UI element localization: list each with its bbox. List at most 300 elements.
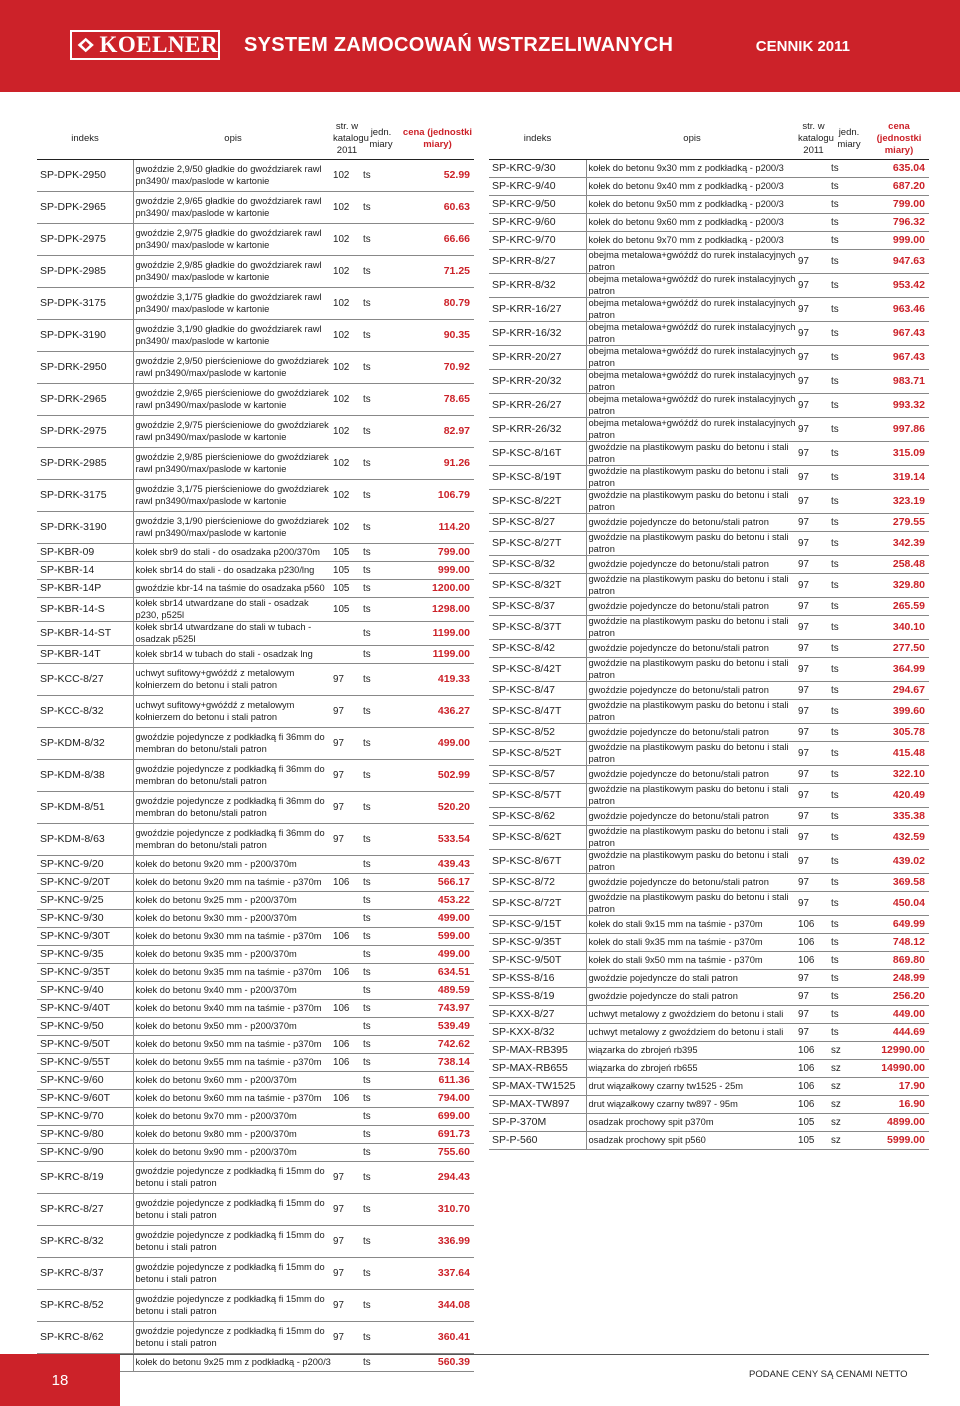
table-row [489, 616, 929, 640]
product-description: drut wiązałkowy czarny tw897 - 95m [586, 1096, 798, 1114]
product-index: SP-KSC-8/37T [489, 616, 586, 640]
product-description: gwoździe pojedyncze z podkładką fi 36mm do membran do betonu/stali patron [133, 760, 333, 792]
table-row [37, 1290, 474, 1322]
product-description: gwoździe na plastikowym pasku do betonu i stali patron [586, 574, 798, 598]
product-description: gwoździe pojedyncze do betonu/stali patron [586, 808, 798, 826]
price: 796.32 [869, 214, 929, 232]
price: 323.19 [869, 490, 929, 514]
unit: ts [829, 784, 869, 808]
catalog-page: 97 [798, 442, 829, 466]
unit: ts [361, 892, 401, 910]
product-description: kołek do betonu 9x20 mm na taśmie - p370m [133, 874, 333, 892]
unit: ts [361, 1354, 401, 1372]
unit: ts [361, 1090, 401, 1108]
product-description: gwoździe 2,9/85 pierścieniowe do gwoździarek rawl pn3490/max/paslode w kartonie [133, 448, 333, 480]
product-index: SP-KRC-9/60 [489, 214, 586, 232]
table-row [489, 766, 929, 784]
price: 436.27 [401, 696, 474, 728]
product-description: gwoździe 2,9/85 gładkie do gwoździarek rawl pn3490/ max/paslode w kartonie [133, 256, 333, 288]
catalog-page: 97 [798, 370, 829, 394]
product-description: gwoździe pojedyncze do betonu/stali patron [586, 598, 798, 616]
catalog-page: 97 [798, 274, 829, 298]
price: 869.80 [869, 952, 929, 970]
product-index: SP-KNC-9/55T [37, 1054, 133, 1072]
catalog-page: 97 [798, 682, 829, 700]
product-index: SP-KSC-8/52T [489, 742, 586, 766]
unit: ts [829, 808, 869, 826]
unit: ts [829, 370, 869, 394]
catalog-page: 102 [333, 192, 361, 224]
price: 967.43 [869, 346, 929, 370]
unit: ts [829, 556, 869, 574]
product-description: kołek do betonu 9x40 mm na taśmie - p370m [133, 1000, 333, 1018]
product-description: gwoździe pojedyncze do betonu/stali patron [586, 682, 798, 700]
product-index: SP-DPK-2985 [37, 256, 133, 288]
product-index: SP-DRK-2965 [37, 384, 133, 416]
table-row [37, 1226, 474, 1258]
col-header-opis: opis [586, 119, 798, 160]
unit: ts [829, 934, 869, 952]
catalog-page: 97 [798, 346, 829, 370]
table-row [37, 544, 474, 562]
price: 294.43 [401, 1162, 474, 1194]
catalog-page: 97 [798, 766, 829, 784]
product-description: gwoździe pojedyncze do betonu/stali patron [586, 874, 798, 892]
product-index: SP-KNC-9/90 [37, 1144, 133, 1162]
catalog-page: 97 [333, 824, 361, 856]
col-header-jedn: jedn. miary [361, 119, 401, 160]
table-row [37, 1018, 474, 1036]
product-description: gwoździe na plastikowym pasku do betonu i stali patron [586, 490, 798, 514]
product-index: SP-KRR-16/27 [489, 298, 586, 322]
unit: ts [829, 1024, 869, 1042]
unit: ts [829, 250, 869, 274]
col-header-indeks: indeks [489, 119, 586, 160]
table-row [37, 728, 474, 760]
product-description: kołek do betonu 9x90 mm - p200/370m [133, 1144, 333, 1162]
catalog-page: 106 [333, 874, 361, 892]
product-index: SP-KDM-8/38 [37, 760, 133, 792]
catalog-page [333, 1354, 361, 1372]
unit: ts [829, 322, 869, 346]
table-row [489, 700, 929, 724]
product-description: kołek do betonu 9x50 mm - p200/370m [133, 1018, 333, 1036]
table-row [37, 946, 474, 964]
table-row [37, 1322, 474, 1354]
price-table-left [37, 119, 474, 1372]
product-index: SP-KDM-8/51 [37, 792, 133, 824]
table-row [37, 160, 474, 192]
product-index: SP-KBR-14 [37, 562, 133, 580]
price: 369.58 [869, 874, 929, 892]
product-description: kołek do betonu 9x30 mm - p200/370m [133, 910, 333, 928]
product-description: gwoździe na plastikowym pasku do betonu i stali patron [586, 784, 798, 808]
product-index: SP-KSC-8/37 [489, 598, 586, 616]
catalog-page [333, 856, 361, 874]
product-description: kołek sbr14 utwardzane do stali - osadzak p230, p525l [133, 598, 333, 622]
price: 520.20 [401, 792, 474, 824]
product-description: kołek do betonu 9x25 mm z podkładką - p200/3 [133, 1354, 333, 1372]
product-index: SP-MAX-TW897 [489, 1096, 586, 1114]
catalog-page: 102 [333, 384, 361, 416]
price: 322.10 [869, 766, 929, 784]
product-description: obejma metalowa+gwóźdź do rurek instalacyjnych patron [586, 298, 798, 322]
unit: ts [829, 1006, 869, 1024]
price: 649.99 [869, 916, 929, 934]
price: 1199.00 [401, 646, 474, 664]
product-description: kołek do betonu 9x70 mm z podkładką - p200/3 [586, 232, 798, 250]
unit: ts [361, 1018, 401, 1036]
catalog-page: 97 [798, 556, 829, 574]
table-row [489, 250, 929, 274]
table-row [489, 682, 929, 700]
product-description: obejma metalowa+gwóźdź do rurek instalacyjnych patron [586, 394, 798, 418]
product-description: obejma metalowa+gwóźdź do rurek instalacyjnych patron [586, 250, 798, 274]
unit: ts [361, 256, 401, 288]
product-description: gwoździe na plastikowym pasku do betonu i stali patron [586, 742, 798, 766]
product-index: SP-KSC-8/72 [489, 874, 586, 892]
product-description: gwoździe pojedyncze z podkładką fi 36mm do membran do betonu/stali patron [133, 728, 333, 760]
catalog-page: 97 [798, 640, 829, 658]
product-index: SP-KRR-20/27 [489, 346, 586, 370]
price: 748.12 [869, 934, 929, 952]
product-description: obejma metalowa+gwóźdź do rurek instalacyjnych patron [586, 418, 798, 442]
table-row [37, 856, 474, 874]
product-index: SP-KBR-14-S [37, 598, 133, 622]
unit: ts [361, 448, 401, 480]
product-index: SP-KSC-8/42T [489, 658, 586, 682]
price: 947.63 [869, 250, 929, 274]
catalog-page: 106 [798, 952, 829, 970]
table-row [489, 556, 929, 574]
unit: ts [829, 160, 869, 178]
price: 449.00 [869, 1006, 929, 1024]
price: 799.00 [869, 196, 929, 214]
product-index: SP-KSC-8/62T [489, 826, 586, 850]
product-description: kołek do betonu 9x25 mm - p200/370m [133, 892, 333, 910]
product-index: SP-KRC-8/19 [37, 1162, 133, 1194]
unit: ts [361, 480, 401, 512]
product-description: kołek do stali 9x50 mm na taśmie - p370m [586, 952, 798, 970]
catalog-page: 106 [333, 1054, 361, 1072]
product-description: kołek do betonu 9x30 mm na taśmie - p370m [133, 928, 333, 946]
product-description: gwoździe pojedyncze do betonu/stali patron [586, 514, 798, 532]
product-description: gwoździe pojedyncze z podkładką fi 15mm do betonu i stali patron [133, 1226, 333, 1258]
table-row [37, 352, 474, 384]
price: 983.71 [869, 370, 929, 394]
price: 611.36 [401, 1072, 474, 1090]
product-index: SP-KRC-9/70 [489, 232, 586, 250]
price: 687.20 [869, 178, 929, 196]
table-row [489, 808, 929, 826]
product-index: SP-KRR-26/32 [489, 418, 586, 442]
price: 439.43 [401, 856, 474, 874]
table-row [489, 874, 929, 892]
price: 1200.00 [401, 580, 474, 598]
table-row [489, 160, 929, 178]
product-index: SP-KSC-8/27 [489, 514, 586, 532]
unit: ts [361, 664, 401, 696]
table-row [37, 964, 474, 982]
table-row [489, 952, 929, 970]
price: 60.63 [401, 192, 474, 224]
product-index: SP-KSC-8/52 [489, 724, 586, 742]
catalog-page: 105 [333, 544, 361, 562]
catalog-page: 97 [798, 724, 829, 742]
product-index: SP-KRC-8/27 [37, 1194, 133, 1226]
table-row [37, 664, 474, 696]
unit: ts [361, 760, 401, 792]
catalog-page [333, 1018, 361, 1036]
table-row [489, 322, 929, 346]
product-index: SP-KSS-8/16 [489, 970, 586, 988]
product-description: gwoździe pojedyncze z podkładką fi 15mm do betonu i stali patron [133, 1162, 333, 1194]
catalog-page [798, 160, 829, 178]
catalog-page [798, 196, 829, 214]
product-description: gwoździe na plastikowym pasku do betonu i stali patron [586, 826, 798, 850]
product-description: gwoździe pojedyncze z podkładką fi 15mm do betonu i stali patron [133, 1290, 333, 1322]
price: 967.43 [869, 322, 929, 346]
table-row [37, 1144, 474, 1162]
catalog-page: 102 [333, 160, 361, 192]
product-description: gwoździe 3,1/90 pierścieniowe do gwoździarek rawl pn3490/max/paslode w kartonie [133, 512, 333, 544]
table-row [37, 1162, 474, 1194]
table-row [489, 742, 929, 766]
unit: ts [829, 850, 869, 874]
unit: ts [829, 988, 869, 1006]
table-row [489, 1024, 929, 1042]
header-banner [0, 0, 960, 92]
catalog-page: 97 [798, 784, 829, 808]
product-description: gwoździe pojedyncze z podkładką fi 15mm do betonu i stali patron [133, 1258, 333, 1290]
catalog-page: 105 [798, 1132, 829, 1150]
table-row [37, 224, 474, 256]
product-index: SP-MAX-RB395 [489, 1042, 586, 1060]
table-row [37, 1108, 474, 1126]
catalog-page: 97 [333, 1162, 361, 1194]
catalog-page: 97 [333, 1226, 361, 1258]
price: 743.97 [401, 1000, 474, 1018]
table-row [37, 646, 474, 664]
product-description: kołek do stali 9x15 mm na taśmie - p370m [586, 916, 798, 934]
product-description: gwoździe 3,1/75 gładkie do gwoździarek rawl pn3490/ max/paslode w kartonie [133, 288, 333, 320]
unit: ts [361, 928, 401, 946]
product-index: SP-KNC-9/25 [37, 892, 133, 910]
unit: ts [829, 514, 869, 532]
product-description: gwoździe na plastikowym pasku do betonu i stali patron [586, 658, 798, 682]
table-row [37, 320, 474, 352]
price: 489.59 [401, 982, 474, 1000]
table-row [489, 658, 929, 682]
catalog-page: 102 [333, 512, 361, 544]
unit: ts [361, 160, 401, 192]
product-index: SP-KXX-8/27 [489, 1006, 586, 1024]
col-header-opis: opis [133, 119, 333, 160]
table-row [37, 480, 474, 512]
table-row [37, 824, 474, 856]
price: 70.92 [401, 352, 474, 384]
unit: ts [829, 274, 869, 298]
product-index: SP-KRC-8/32 [37, 1226, 133, 1258]
unit: sz [829, 1096, 869, 1114]
product-description: osadzak prochowy spit p370m [586, 1114, 798, 1132]
product-index: SP-DPK-3175 [37, 288, 133, 320]
product-index: SP-KRR-20/32 [489, 370, 586, 394]
catalog-page: 97 [798, 574, 829, 598]
product-index: SP-KNC-9/20T [37, 874, 133, 892]
catalog-page: 106 [798, 1042, 829, 1060]
unit: ts [829, 616, 869, 640]
product-description: gwoździe 2,9/75 gładkie do gwoździarek rawl pn3490/ max/paslode w kartonie [133, 224, 333, 256]
price: 279.55 [869, 514, 929, 532]
product-description: kołek sbr14 utwardzane do stali w tubach - osadzak p525l [133, 622, 333, 646]
product-description: gwoździe na plastikowym pasku do betonu i stali patron [586, 532, 798, 556]
price: 993.32 [869, 394, 929, 418]
product-description: gwoździe pojedyncze z podkładką fi 15mm do betonu i stali patron [133, 1322, 333, 1354]
unit: ts [361, 1072, 401, 1090]
price: 66.66 [401, 224, 474, 256]
table-row [489, 214, 929, 232]
unit: ts [829, 892, 869, 916]
product-index: SP-KSC-8/42 [489, 640, 586, 658]
price: 444.69 [869, 1024, 929, 1042]
product-index: SP-KSC-9/50T [489, 952, 586, 970]
unit: ts [361, 696, 401, 728]
catalog-page: 102 [333, 352, 361, 384]
table-row [37, 448, 474, 480]
product-description: kołek do betonu 9x60 mm na taśmie - p370m [133, 1090, 333, 1108]
product-description: obejma metalowa+gwóźdź do rurek instalacyjnych patron [586, 274, 798, 298]
price: 5999.00 [869, 1132, 929, 1150]
product-description: kołek do betonu 9x60 mm - p200/370m [133, 1072, 333, 1090]
unit: sz [829, 1042, 869, 1060]
table-row [37, 512, 474, 544]
table-row [489, 1096, 929, 1114]
table-row [489, 466, 929, 490]
table-row [37, 288, 474, 320]
price: 80.79 [401, 288, 474, 320]
catalog-page [798, 214, 829, 232]
product-description: kołek do betonu 9x30 mm z podkładką - p200/3 [586, 160, 798, 178]
price: 329.80 [869, 574, 929, 598]
product-description: gwoździe pojedyncze do betonu/stali patron [586, 640, 798, 658]
price: 364.99 [869, 658, 929, 682]
price-list-edition: CENNIK 2011 [755, 38, 850, 55]
catalog-page: 97 [798, 322, 829, 346]
product-index: SP-KSC-8/47 [489, 682, 586, 700]
unit: ts [361, 1036, 401, 1054]
price: 82.97 [401, 416, 474, 448]
product-description: gwoździe na plastikowym pasku do betonu i stali patron [586, 616, 798, 640]
catalog-page: 97 [798, 616, 829, 640]
table-row [489, 574, 929, 598]
table-row [489, 1114, 929, 1132]
product-description: wiązarka do zbrojeń rb655 [586, 1060, 798, 1078]
product-description: kołek sbr9 do stali - do osadzaka p200/370m [133, 544, 333, 562]
price: 450.04 [869, 892, 929, 916]
catalog-page: 97 [333, 760, 361, 792]
price: 560.39 [401, 1354, 474, 1372]
product-index: SP-KSC-8/72T [489, 892, 586, 916]
product-index: SP-DPK-2950 [37, 160, 133, 192]
price: 691.73 [401, 1126, 474, 1144]
price: 335.38 [869, 808, 929, 826]
price: 114.20 [401, 512, 474, 544]
unit: ts [361, 792, 401, 824]
price: 533.54 [401, 824, 474, 856]
product-index: SP-KDM-8/32 [37, 728, 133, 760]
unit: ts [361, 544, 401, 562]
product-description: osadzak prochowy spit p560 [586, 1132, 798, 1150]
catalog-page: 97 [798, 988, 829, 1006]
product-index: SP-KSC-8/22T [489, 490, 586, 514]
product-index: SP-KRC-8/62 [37, 1322, 133, 1354]
catalog-page [333, 1126, 361, 1144]
product-description: kołek do stali 9x35 mm na taśmie - p370m [586, 934, 798, 952]
product-index: SP-MAX-RB655 [489, 1060, 586, 1078]
product-description: gwoździe 2,9/50 gładkie do gwoździarek rawl pn3490/ max/paslode w kartonie [133, 160, 333, 192]
table-row [489, 826, 929, 850]
product-index: SP-KRR-8/32 [489, 274, 586, 298]
product-index: SP-DRK-2985 [37, 448, 133, 480]
product-description: gwoździe pojedyncze z podkładką fi 36mm do membran do betonu/stali patron [133, 824, 333, 856]
price: 258.48 [869, 556, 929, 574]
catalog-page: 97 [798, 850, 829, 874]
product-description: gwoździe pojedyncze do betonu/stali patron [586, 766, 798, 784]
unit: ts [361, 580, 401, 598]
table-row [37, 1126, 474, 1144]
table-row [489, 970, 929, 988]
unit: ts [361, 1108, 401, 1126]
product-index: SP-KSC-8/47T [489, 700, 586, 724]
table-row [37, 928, 474, 946]
catalog-page [798, 232, 829, 250]
unit: ts [829, 214, 869, 232]
product-index: SP-KSC-8/27T [489, 532, 586, 556]
product-description: kołek do betonu 9x50 mm na taśmie - p370m [133, 1036, 333, 1054]
unit: ts [829, 346, 869, 370]
price: 4899.00 [869, 1114, 929, 1132]
catalog-page: 97 [798, 742, 829, 766]
catalog-page: 102 [333, 480, 361, 512]
table-row [489, 1006, 929, 1024]
catalog-page: 102 [333, 288, 361, 320]
unit: ts [829, 394, 869, 418]
product-description: kołek do betonu 9x50 mm z podkładką - p200/3 [586, 196, 798, 214]
catalog-page: 97 [798, 532, 829, 556]
product-description: kołek do betonu 9x55 mm na taśmie - p370m [133, 1054, 333, 1072]
product-description: uchwyt sufitowy+gwóźdź z metalowym kołnierzem do betonu i stali patron [133, 696, 333, 728]
catalog-page: 97 [798, 1024, 829, 1042]
table-row [489, 178, 929, 196]
catalog-page: 97 [333, 664, 361, 696]
product-description: drut wiązałkowy czarny tw1525 - 25m [586, 1078, 798, 1096]
table-row [489, 514, 929, 532]
table-row [489, 298, 929, 322]
catalog-page: 97 [333, 792, 361, 824]
table-row [37, 1036, 474, 1054]
price: 499.00 [401, 910, 474, 928]
unit: ts [361, 352, 401, 384]
price: 415.48 [869, 742, 929, 766]
price: 634.51 [401, 964, 474, 982]
product-index: SP-KSC-9/35T [489, 934, 586, 952]
table-row [489, 892, 929, 916]
unit: sz [829, 1114, 869, 1132]
unit: ts [361, 320, 401, 352]
product-index: SP-KSC-8/57 [489, 766, 586, 784]
unit: ts [829, 418, 869, 442]
